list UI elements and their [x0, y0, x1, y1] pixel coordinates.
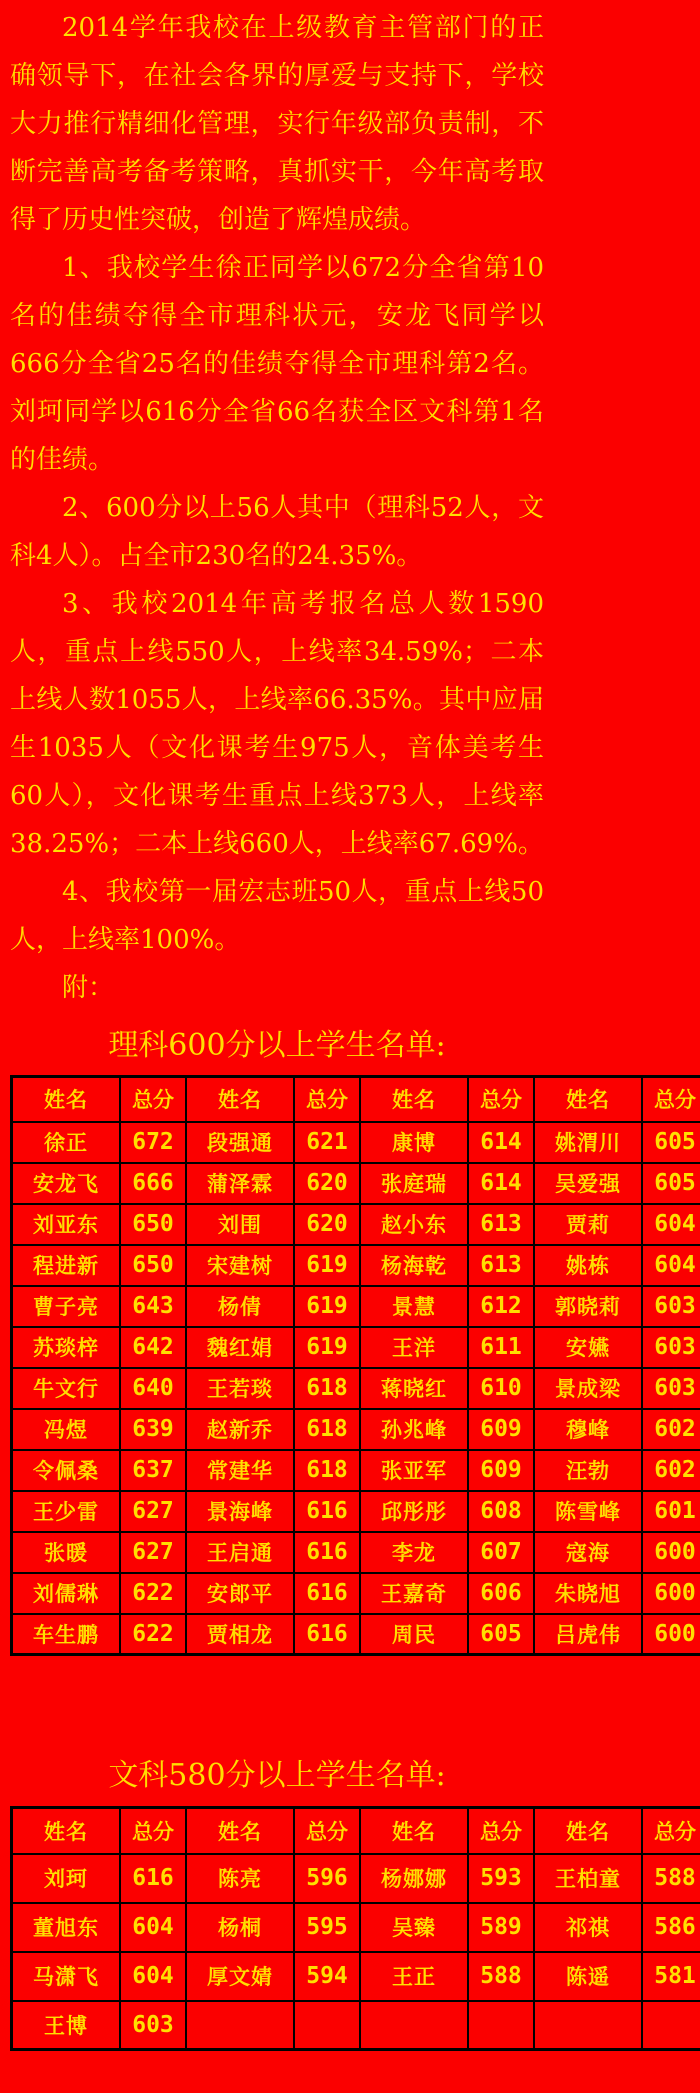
score-cell: 610 — [468, 1368, 534, 1409]
student-name-cell: 安郎平 — [186, 1573, 294, 1614]
score-cell: 616 — [294, 1614, 360, 1655]
student-name-cell: 安龙飞 — [12, 1163, 121, 1204]
student-name-cell: 冯煜 — [12, 1409, 121, 1450]
score-cell: 603 — [120, 2001, 186, 2050]
student-name-cell: 牛文行 — [12, 1368, 121, 1409]
student-name-cell: 段强通 — [186, 1122, 294, 1163]
student-name-cell: 陈亮 — [186, 1854, 294, 1903]
score-header-cell: 总分 — [468, 1808, 534, 1854]
table-row — [12, 1614, 700, 1655]
score-cell: 602 — [642, 1450, 700, 1491]
score-cell: 608 — [468, 1491, 534, 1532]
score-cell: 642 — [120, 1327, 186, 1368]
score-cell: 616 — [294, 1532, 360, 1573]
student-name-cell: 王柏童 — [534, 1854, 642, 1903]
score-cell: 604 — [120, 1903, 186, 1952]
student-name-cell: 王若琰 — [186, 1368, 294, 1409]
student-name-cell: 刘珂 — [12, 1854, 121, 1903]
name-header-cell: 姓名 — [186, 1808, 294, 1854]
student-name-cell: 赵小东 — [360, 1204, 468, 1245]
student-name-cell: 王正 — [360, 1952, 468, 2001]
table-row — [12, 1573, 700, 1614]
score-cell: 601 — [642, 1491, 700, 1532]
score-cell: 604 — [642, 1204, 700, 1245]
name-header-cell: 姓名 — [12, 1808, 121, 1854]
score-cell — [468, 2001, 534, 2050]
score-header-cell: 总分 — [642, 1077, 700, 1122]
score-cell: 622 — [120, 1573, 186, 1614]
score-cell: 618 — [294, 1368, 360, 1409]
student-name-cell — [186, 2001, 294, 2050]
student-name-cell — [360, 2001, 468, 2050]
student-name-cell: 赵新乔 — [186, 1409, 294, 1450]
score-cell — [642, 2001, 700, 2050]
score-cell: 605 — [468, 1614, 534, 1655]
student-name-cell: 徐正 — [12, 1122, 121, 1163]
student-name-cell: 姚栋 — [534, 1245, 642, 1286]
score-cell: 639 — [120, 1409, 186, 1450]
score-cell: 611 — [468, 1327, 534, 1368]
table-row — [12, 2001, 700, 2050]
paragraph-point-2: 2、600分以上56人其中（理科52人，文科4人）。占全市230名的24.35%。 — [10, 493, 544, 571]
score-cell: 588 — [468, 1952, 534, 2001]
table-row — [12, 1450, 700, 1491]
score-cell: 588 — [642, 1854, 700, 1903]
paragraph-appendix: 附： — [62, 973, 115, 1003]
student-name-cell: 景海峰 — [186, 1491, 294, 1532]
student-name-cell: 王启通 — [186, 1532, 294, 1573]
score-cell: 616 — [294, 1573, 360, 1614]
student-name-cell: 吴爱强 — [534, 1163, 642, 1204]
table-row — [12, 1122, 700, 1163]
student-name-cell: 王博 — [12, 2001, 121, 2050]
student-name-cell: 陈遥 — [534, 1952, 642, 2001]
name-header-cell: 姓名 — [534, 1077, 642, 1122]
score-header-cell: 总分 — [294, 1808, 360, 1854]
name-header-cell: 姓名 — [360, 1077, 468, 1122]
student-name-cell: 陈雪峰 — [534, 1491, 642, 1532]
table-row — [12, 1245, 700, 1286]
table-row — [12, 1327, 700, 1368]
student-name-cell: 郭晓莉 — [534, 1286, 642, 1327]
student-name-cell: 祁祺 — [534, 1903, 642, 1952]
score-cell: 637 — [120, 1450, 186, 1491]
table-row — [12, 1903, 700, 1952]
score-cell: 650 — [120, 1204, 186, 1245]
score-cell: 595 — [294, 1903, 360, 1952]
score-cell: 619 — [294, 1245, 360, 1286]
score-cell: 600 — [642, 1614, 700, 1655]
student-name-cell — [534, 2001, 642, 2050]
table-row — [12, 1491, 700, 1532]
student-name-cell: 景慧 — [360, 1286, 468, 1327]
paragraph-point-4: 4、我校第一届宏志班50人，重点上线50人，上线率100%。 — [10, 877, 544, 955]
table-header-row — [12, 1808, 700, 1854]
score-cell: 614 — [468, 1122, 534, 1163]
student-name-cell: 马潇飞 — [12, 1952, 121, 2001]
score-header-cell: 总分 — [468, 1077, 534, 1122]
score-cell: 616 — [120, 1854, 186, 1903]
score-cell: 612 — [468, 1286, 534, 1327]
score-cell: 650 — [120, 1245, 186, 1286]
table-row — [12, 1409, 700, 1450]
score-cell: 621 — [294, 1122, 360, 1163]
score-cell: 603 — [642, 1368, 700, 1409]
score-cell: 618 — [294, 1409, 360, 1450]
score-cell: 603 — [642, 1286, 700, 1327]
score-cell: 622 — [120, 1614, 186, 1655]
student-name-cell: 邱彤彤 — [360, 1491, 468, 1532]
table-header-row — [12, 1077, 700, 1122]
table-row — [12, 1204, 700, 1245]
score-header-cell: 总分 — [642, 1808, 700, 1854]
score-cell: 606 — [468, 1573, 534, 1614]
student-name-cell: 周民 — [360, 1614, 468, 1655]
student-name-cell: 安嬿 — [534, 1327, 642, 1368]
score-cell: 604 — [120, 1952, 186, 2001]
report-text — [10, 4, 544, 1012]
score-cell: 602 — [642, 1409, 700, 1450]
student-name-cell: 贾相龙 — [186, 1614, 294, 1655]
student-name-cell: 蒲泽霖 — [186, 1163, 294, 1204]
table-row — [12, 1532, 700, 1573]
student-name-cell: 宋建树 — [186, 1245, 294, 1286]
score-cell: 604 — [642, 1245, 700, 1286]
student-name-cell: 杨倩 — [186, 1286, 294, 1327]
student-name-cell: 常建华 — [186, 1450, 294, 1491]
student-name-cell: 董旭东 — [12, 1903, 121, 1952]
score-cell: 596 — [294, 1854, 360, 1903]
paragraph-point-1: 1、我校学生徐正同学以672分全省第10名的佳绩夺得全市理科状元，安龙飞同学以666分全省25名的佳绩夺得全市理科第2名。刘珂同学以616分全省66名获全区文科第1名的佳绩。 — [10, 253, 544, 475]
student-name-cell: 刘儒琳 — [12, 1573, 121, 1614]
student-name-cell: 孙兆峰 — [360, 1409, 468, 1450]
student-name-cell: 杨海乾 — [360, 1245, 468, 1286]
student-name-cell: 程进新 — [12, 1245, 121, 1286]
student-name-cell: 王少雷 — [12, 1491, 121, 1532]
score-cell: 672 — [120, 1122, 186, 1163]
table-row — [12, 1854, 700, 1903]
science-score-table — [10, 1075, 700, 1656]
student-name-cell: 杨娜娜 — [360, 1854, 468, 1903]
score-cell — [294, 2001, 360, 2050]
score-cell: 607 — [468, 1532, 534, 1573]
score-cell: 620 — [294, 1163, 360, 1204]
score-cell: 609 — [468, 1409, 534, 1450]
student-name-cell: 苏琰梓 — [12, 1327, 121, 1368]
score-cell: 640 — [120, 1368, 186, 1409]
student-name-cell: 令佩桑 — [12, 1450, 121, 1491]
student-name-cell: 李龙 — [360, 1532, 468, 1573]
score-cell: 594 — [294, 1952, 360, 2001]
score-cell: 620 — [294, 1204, 360, 1245]
student-name-cell: 张庭瑞 — [360, 1163, 468, 1204]
student-name-cell: 刘围 — [186, 1204, 294, 1245]
student-name-cell: 吕虎伟 — [534, 1614, 642, 1655]
score-cell: 613 — [468, 1245, 534, 1286]
score-cell: 603 — [642, 1327, 700, 1368]
student-name-cell: 姚渭川 — [534, 1122, 642, 1163]
student-name-cell: 曹子亮 — [12, 1286, 121, 1327]
arts-table-title: 文科580分以上学生名单: — [108, 1758, 446, 1793]
arts-score-table — [10, 1806, 700, 2051]
score-cell: 593 — [468, 1854, 534, 1903]
score-cell: 605 — [642, 1163, 700, 1204]
table-row — [12, 1163, 700, 1204]
score-cell: 613 — [468, 1204, 534, 1245]
score-cell: 627 — [120, 1491, 186, 1532]
name-header-cell: 姓名 — [360, 1808, 468, 1854]
student-name-cell: 刘亚东 — [12, 1204, 121, 1245]
student-name-cell: 杨桐 — [186, 1903, 294, 1952]
score-cell: 666 — [120, 1163, 186, 1204]
student-name-cell: 康博 — [360, 1122, 468, 1163]
student-name-cell: 车生鹏 — [12, 1614, 121, 1655]
score-header-cell: 总分 — [120, 1077, 186, 1122]
score-cell: 600 — [642, 1573, 700, 1614]
score-cell: 614 — [468, 1163, 534, 1204]
score-cell: 619 — [294, 1286, 360, 1327]
score-cell: 627 — [120, 1532, 186, 1573]
student-name-cell: 穆峰 — [534, 1409, 642, 1450]
score-cell: 600 — [642, 1532, 700, 1573]
score-cell: 643 — [120, 1286, 186, 1327]
score-cell: 618 — [294, 1450, 360, 1491]
student-name-cell: 魏红娟 — [186, 1327, 294, 1368]
score-cell: 581 — [642, 1952, 700, 2001]
score-cell: 609 — [468, 1450, 534, 1491]
name-header-cell: 姓名 — [12, 1077, 121, 1122]
student-name-cell: 吴臻 — [360, 1903, 468, 1952]
score-cell: 586 — [642, 1903, 700, 1952]
student-name-cell: 张暖 — [12, 1532, 121, 1573]
score-cell: 605 — [642, 1122, 700, 1163]
science-table-title: 理科600分以上学生名单: — [108, 1028, 446, 1063]
student-name-cell: 寇海 — [534, 1532, 642, 1573]
student-name-cell: 贾莉 — [534, 1204, 642, 1245]
student-name-cell: 景成梁 — [534, 1368, 642, 1409]
name-header-cell: 姓名 — [186, 1077, 294, 1122]
student-name-cell: 朱晓旭 — [534, 1573, 642, 1614]
student-name-cell: 王洋 — [360, 1327, 468, 1368]
score-header-cell: 总分 — [294, 1077, 360, 1122]
name-header-cell: 姓名 — [534, 1808, 642, 1854]
table-row — [12, 1368, 700, 1409]
table-row — [12, 1286, 700, 1327]
student-name-cell: 王嘉奇 — [360, 1573, 468, 1614]
table-row — [12, 1952, 700, 2001]
paragraph-intro: 2014学年我校在上级教育主管部门的正确领导下，在社会各界的厚爱与支持下，学校大力推行精细化管理，实行年级部负责制，不断完善高考备考策略，真抓实干，今年高考取得了历史性突破，创造了辉煌成绩。 — [10, 13, 544, 235]
student-name-cell: 张亚军 — [360, 1450, 468, 1491]
student-name-cell: 厚文婧 — [186, 1952, 294, 2001]
student-name-cell: 蒋晓红 — [360, 1368, 468, 1409]
score-header-cell: 总分 — [120, 1808, 186, 1854]
score-cell: 616 — [294, 1491, 360, 1532]
score-cell: 619 — [294, 1327, 360, 1368]
student-name-cell: 汪勃 — [534, 1450, 642, 1491]
score-cell: 589 — [468, 1903, 534, 1952]
paragraph-point-3: 3、我校2014年高考报名总人数1590人，重点上线550人，上线率34.59%；二本上线人数1055人，上线率66.35%。其中应届生1035人（文化课考生975人，音体美考生60人），文化课考生重点上线373人，上线率38.25%；二本上线660人，上线率67.69%。 — [10, 589, 544, 859]
